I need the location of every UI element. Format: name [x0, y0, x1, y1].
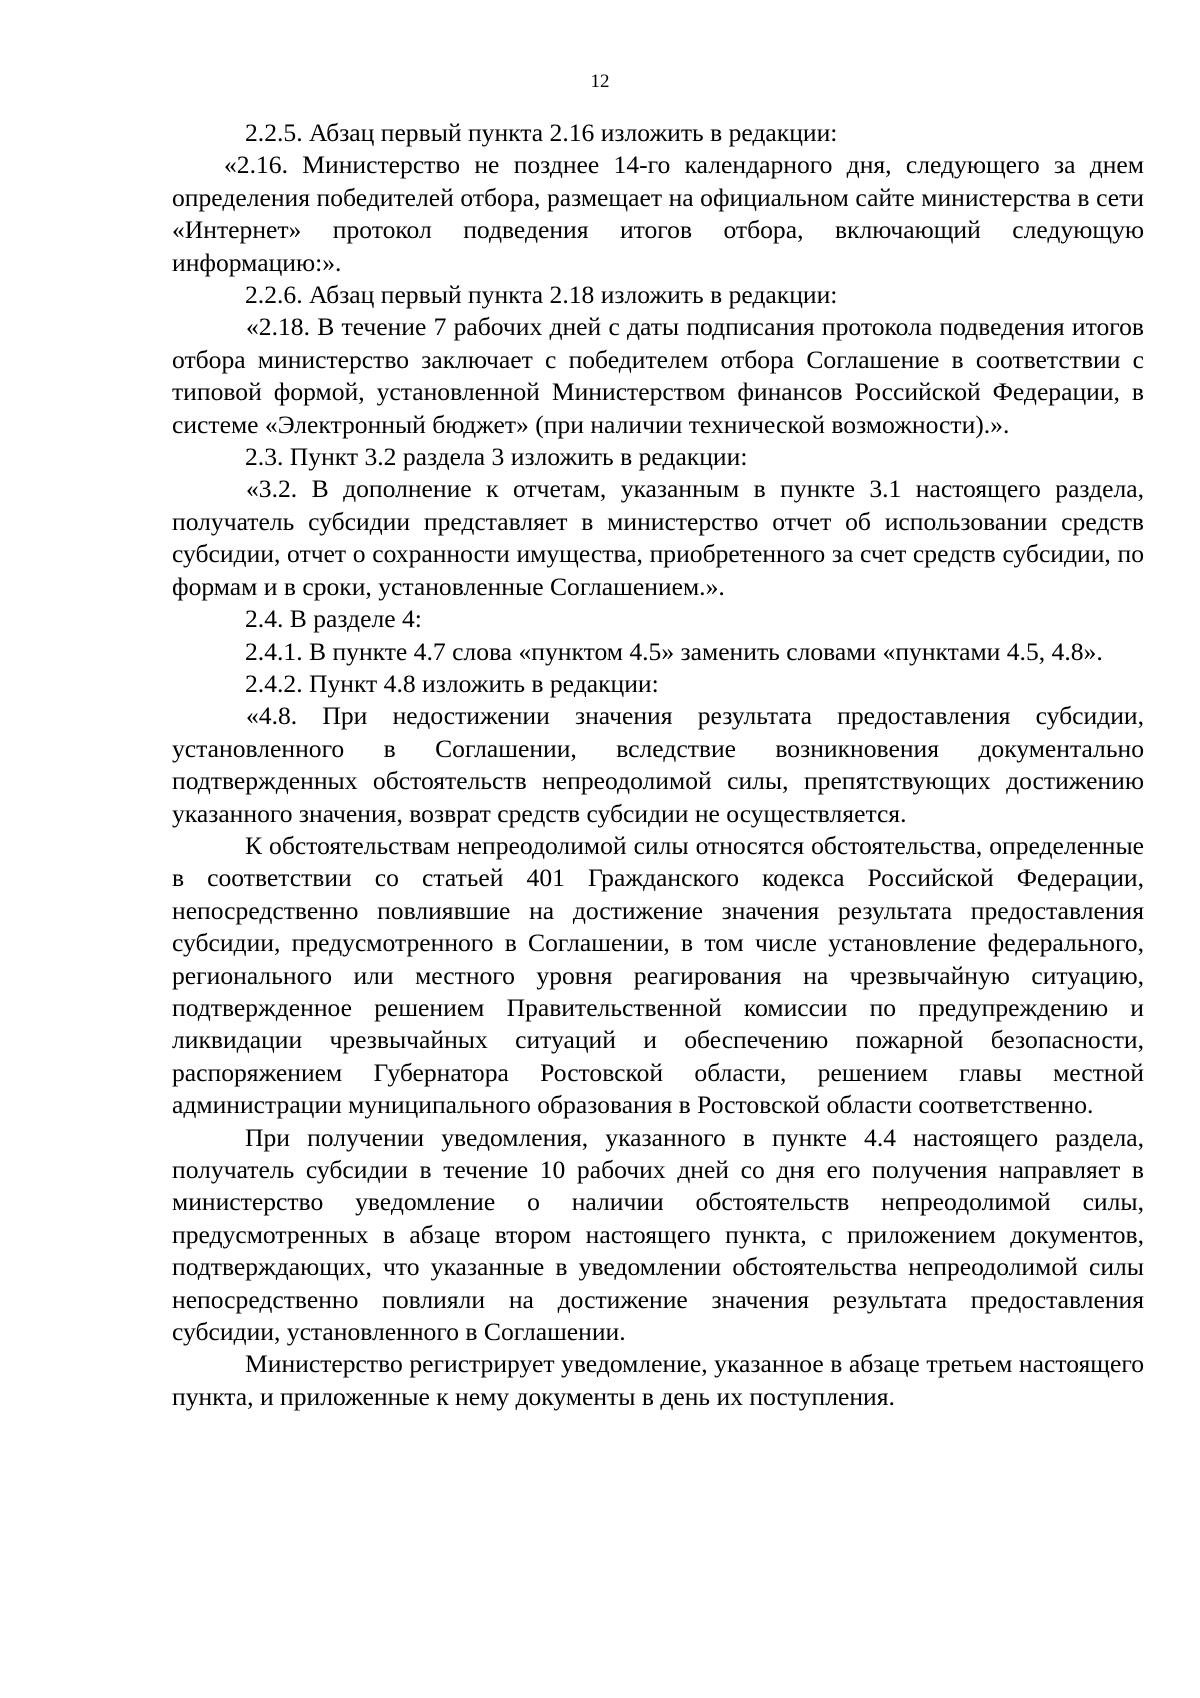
paragraph-2-4: 2.4. В разделе 4:: [245, 604, 422, 634]
paragraph-quote-4-8: «4.8. При недостижении значения результата предоставления субсидии, установленного в Соглашении, вследствие возникновения документально подтвержденных обстоятельств непреодолимой силы, препятствующих достижению указанного значения, возврат средств субсидии не осуществляется.: [172, 701, 1144, 828]
paragraph-notification: При получении уведомления, указанного в пункте 4.4 настоящего раздела, получатель субсидии в течение 10 рабочих дней со дня его получения направляет в министерство уведомление о наличии обстоятельств непреодолимой силы, предусмотренных в абзаце втором настоящего пункта, с приложением документов, подтверждающих, что указанные в уведомлении обстоятельства непреодолимой силы непосредственно повлияли на достижение значения результата предоставления субсидии, установленного в Соглашении.: [172, 1122, 1144, 1347]
paragraph-force-majeure: К обстоятельствам непреодолимой силы относятся обстоятельства, определенные в соответствии со статьей 401 Гражданского кодекса Российской Федерации, непосредственно повлиявшие на достижение значения результата предоставления субсидии, предусмотренного в Соглашении, в том числе установление федерального, регионального или местного уровня реагирования на чрезвычайную ситуацию, подтвержденное решением Правительственной комиссии по предупреждению и ликвидации чрезвычайных ситуаций и обеспечению пожарной безопасности, распоряжением Губернатора Ростовской области, решением главы местной администрации муниципального образования в Ростовской области соответственно.: [172, 830, 1144, 1120]
paragraph-2-2-6: 2.2.6. Абзац первый пункта 2.18 изложить в редакции:: [245, 280, 838, 310]
paragraph-quote-2-18: «2.18. В течение 7 рабочих дней с даты подписания протокола подведения итогов отбора министерство заключает с победителем отбора Соглашение в соответствии с типовой формой, установленной Министерством финансов Российской Федерации, в системе «Электронный бюджет» (при наличии технической возможности).».: [172, 312, 1144, 439]
paragraph-registration: Министерство регистрирует уведомление, указанное в абзаце третьем настоящего пункта, и приложенные к нему документы в день их поступления.: [172, 1349, 1144, 1411]
paragraph-quote-3-2: «3.2. В дополнение к отчетам, указанным в пункте 3.1 настоящего раздела, получатель субсидии представляет в министерство отчет об использовании средств субсидии, отчет о сохранности имущества, приобретенного за счет средств субсидии, по формам и в сроки, установленные Соглашением.».: [172, 474, 1144, 601]
paragraph-2-3: 2.3. Пункт 3.2 раздела 3 изложить в редакции:: [245, 442, 748, 472]
page-number: 12: [590, 71, 610, 92]
document-body: [172, 117, 1144, 1413]
paragraph-2-4-1: 2.4.1. В пункте 4.7 слова «пунктом 4.5» заменить словами «пунктами 4.5, 4.8».: [245, 636, 1103, 666]
paragraph-quote-2-16: «2.16. Министерство не позднее 14-го календарного дня, следующего за днем определения победителей отбора, размещает на официальном сайте министерства в сети «Интернет» протокол подведения итогов отбора, включающий следующую информацию:».: [172, 150, 1144, 277]
paragraph-2-2-5: 2.2.5. Абзац первый пункта 2.16 изложить в редакции:: [245, 118, 838, 147]
paragraph-2-4-2: 2.4.2. Пункт 4.8 изложить в редакции:: [245, 668, 659, 698]
